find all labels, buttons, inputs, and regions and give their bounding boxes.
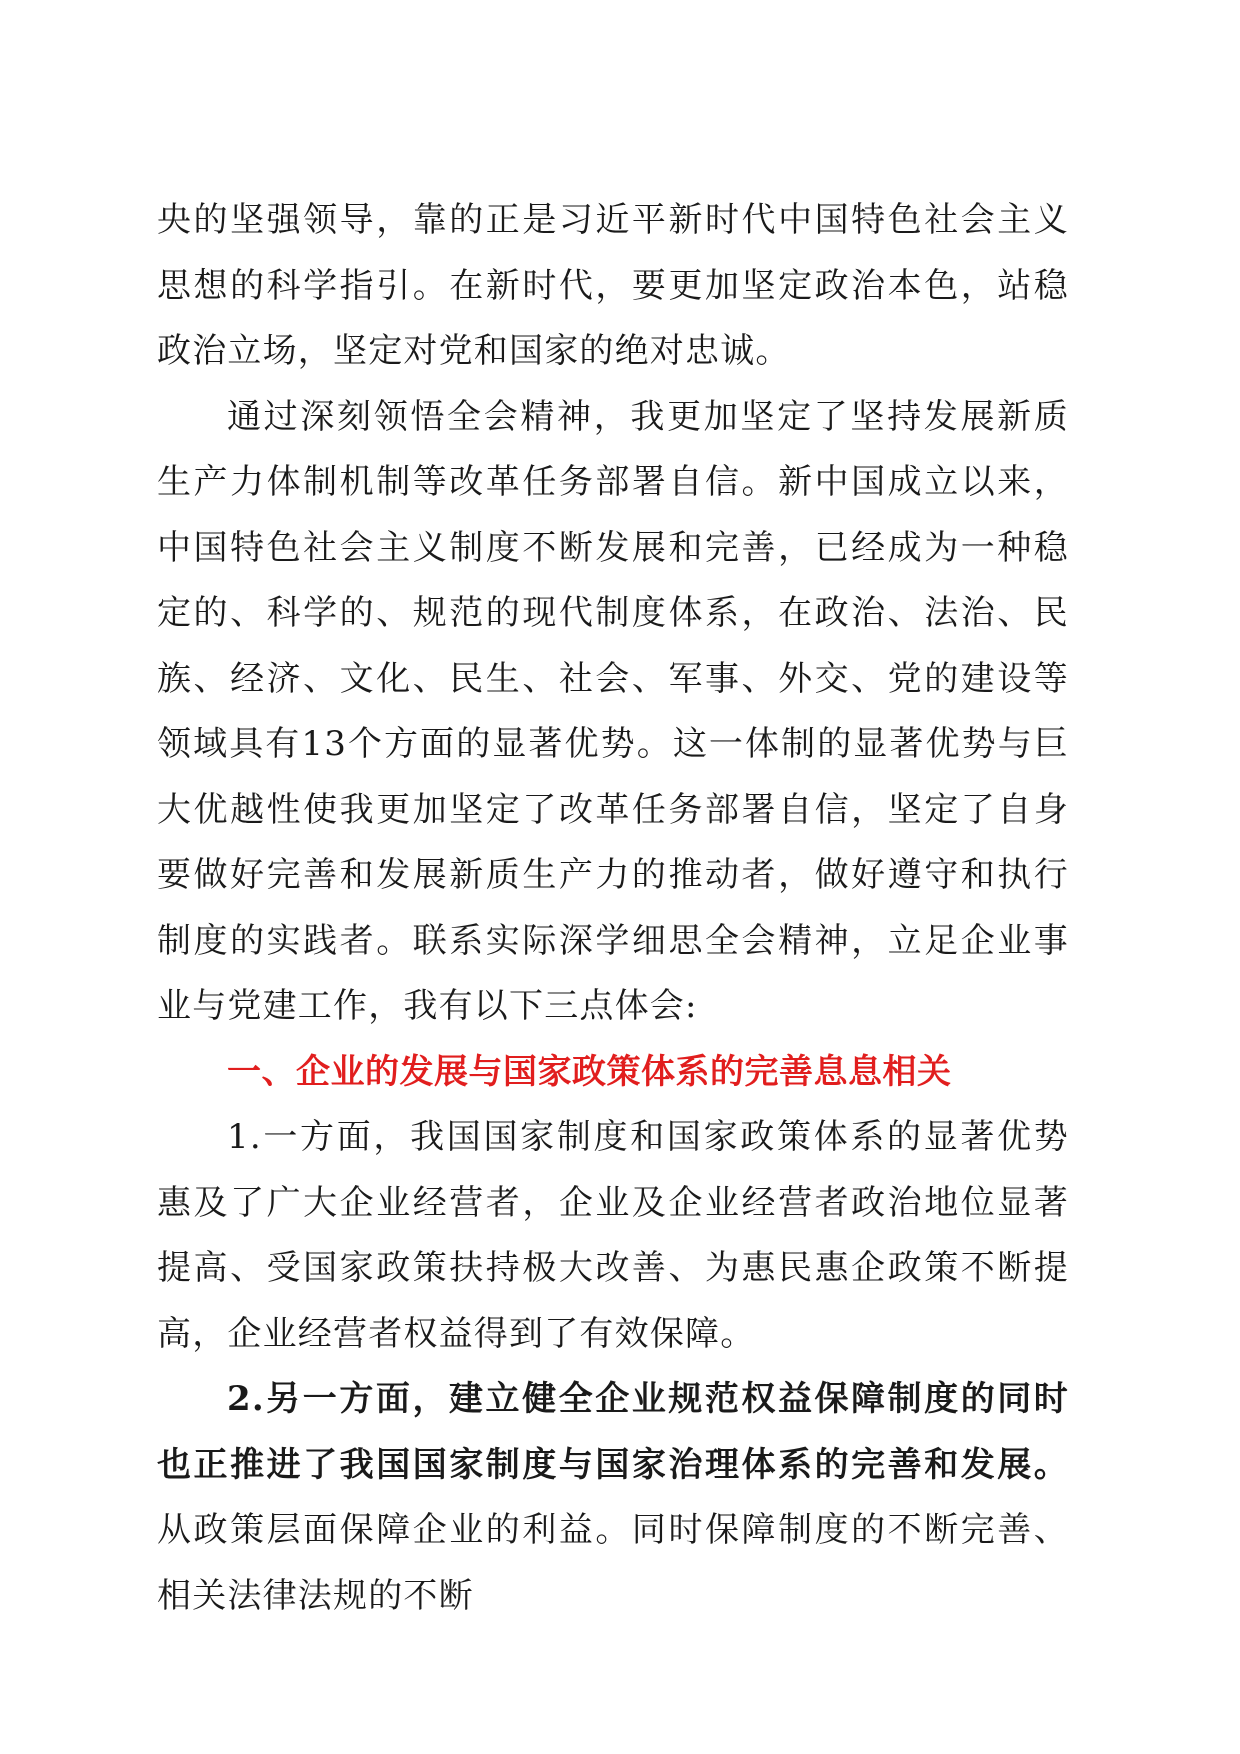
- paragraph-continuation: 央的坚强领导，靠的正是习近平新时代中国特色社会主义思想的科学指引。在新时代，要更加坚定政治本色，站稳政治立场，坚定对党和国家的绝对忠诚。: [157, 200, 1069, 371]
- point-1: 1.一方面，我国国家制度和国家政策体系的显著优势惠及了广大企业经营者，企业及企业经营者政治地位显著提高、受国家政策扶持极大改善、为惠民惠企政策不断提高，企业经营者权益得到了有效保障。: [157, 1117, 1069, 1354]
- paragraph-reform-confidence: 通过深刻领悟全会精神，我更加坚定了坚持发展新质生产力体制机制等改革任务部署自信。新中国成立以来，中国特色社会主义制度不断发展和完善，已经成为一种稳定的、科学的、规范的现代制度体系，在政治、法治、民族、经济、文化、民生、社会、军事、外交、党的建设等领域具有13个方面的显著优势。这一体制的显著优势与巨大优越性使我更加坚定了改革任务部署自信，坚定了自身要做好完善和发展新质生产力的推动者，做好遵守和执行制度的实践者。联系实际深学细思全会精神，立足企业事业与党建工作，我有以下三点体会:: [157, 396, 1069, 1026]
- point-2-lead: 2.另一方面，建立健全企业规范权益保障制度的同时也正推进了我国国家制度与国家治理体系的完善和发展。: [157, 1379, 1069, 1485]
- document-body: [157, 188, 1069, 1629]
- point-2: [157, 1367, 1069, 1629]
- section-heading-1: 一、企业的发展与国家政策体系的完善息息相关: [227, 1051, 952, 1092]
- point-2-body: 从政策层面保障企业的利益。同时保障制度的不断完善、相关法律法规的不断: [157, 1510, 1069, 1616]
